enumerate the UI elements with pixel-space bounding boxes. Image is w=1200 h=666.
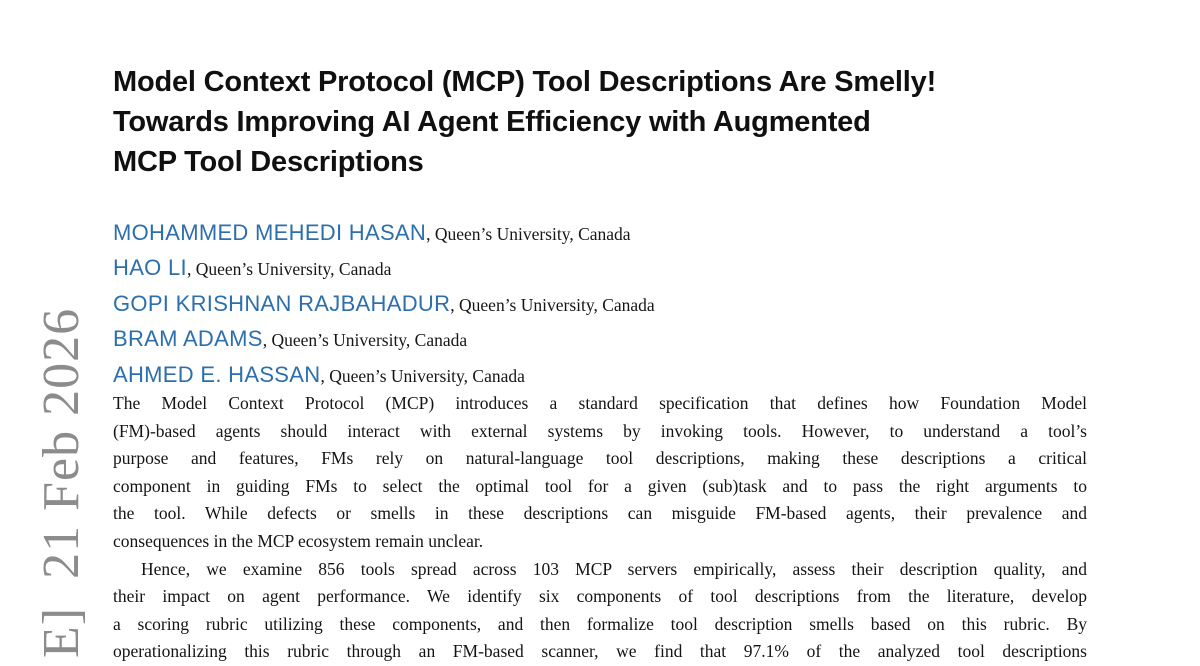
author-affiliation: , Queen’s University, Canada (186, 259, 392, 280)
paper-title-line-3: MCP Tool Descriptions (113, 146, 424, 178)
paper-title (113, 62, 1133, 182)
author-row (113, 323, 1113, 358)
author-affiliation: , Queen’s University, Canada (450, 294, 655, 315)
author-affiliation: , Queen’s University, Canada (426, 224, 631, 244)
author-name-link[interactable]: HAO LI (113, 255, 187, 281)
abstract-line: The Model Context Protocol (MCP) introduces a standard specification that defines how Foundation Model (113, 393, 1087, 413)
abstract-line: consequences in the MCP ecosystem remain unclear. (113, 530, 484, 551)
abstract-line: the tool. While defects or smells in these descriptions can misguide FM-based agents, their prevalence and (113, 503, 1087, 524)
abstract-line: purpose and features, FMs rely on natural-language tool descriptions, making these descriptions a critical (113, 448, 1087, 469)
author-name-link[interactable]: GOPI KRISHNAN RAJBAHADUR (113, 290, 451, 316)
arxiv-datestamp-watermark: E] 21 Feb 2026 (33, 307, 90, 658)
author-name-link[interactable]: BRAM ADAMS (113, 326, 263, 352)
author-affiliation: , Queen’s University, Canada (320, 365, 525, 386)
author-name-link[interactable]: AHMED E. HASSAN (113, 361, 321, 387)
abstract (113, 390, 1087, 666)
author-row (113, 217, 1113, 252)
abstract-line: their impact on agent performance. We identify six components of tool descriptions from the literature, develop (113, 586, 1087, 607)
abstract-line: (FM)-based agents should interact with external systems by invoking tools. However, to understand a tool’s (113, 420, 1087, 441)
abstract-line: component in guiding FMs to select the optimal tool for a given (sub)task and to pass the right arguments to (113, 475, 1087, 496)
abstract-line: a scoring rubric utilizing these components, and then formalize tool description smells based on this rubric. By (113, 613, 1087, 634)
author-name-link[interactable]: MOHAMMED MEHEDI HASAN (113, 220, 427, 245)
abstract-line-cutoff: operationalizing this rubric through an FM-based scanner, we find that 97.1% of the analyzed tool descriptions (113, 641, 1087, 662)
abstract-line: Hence, we examine 856 tools spread across 103 MCP servers empirically, assess their description quality, and (141, 558, 1087, 579)
paper-title-line-1: Model Context Protocol (MCP) Tool Descriptions Are Smelly! (113, 66, 937, 98)
author-list (113, 217, 1113, 394)
author-row (113, 288, 1113, 323)
paper-title-line-2: Towards Improving AI Agent Efficiency with Augmented (113, 106, 871, 138)
author-row (113, 252, 1113, 287)
author-affiliation: , Queen’s University, Canada (262, 330, 468, 351)
author-row (113, 359, 1113, 394)
